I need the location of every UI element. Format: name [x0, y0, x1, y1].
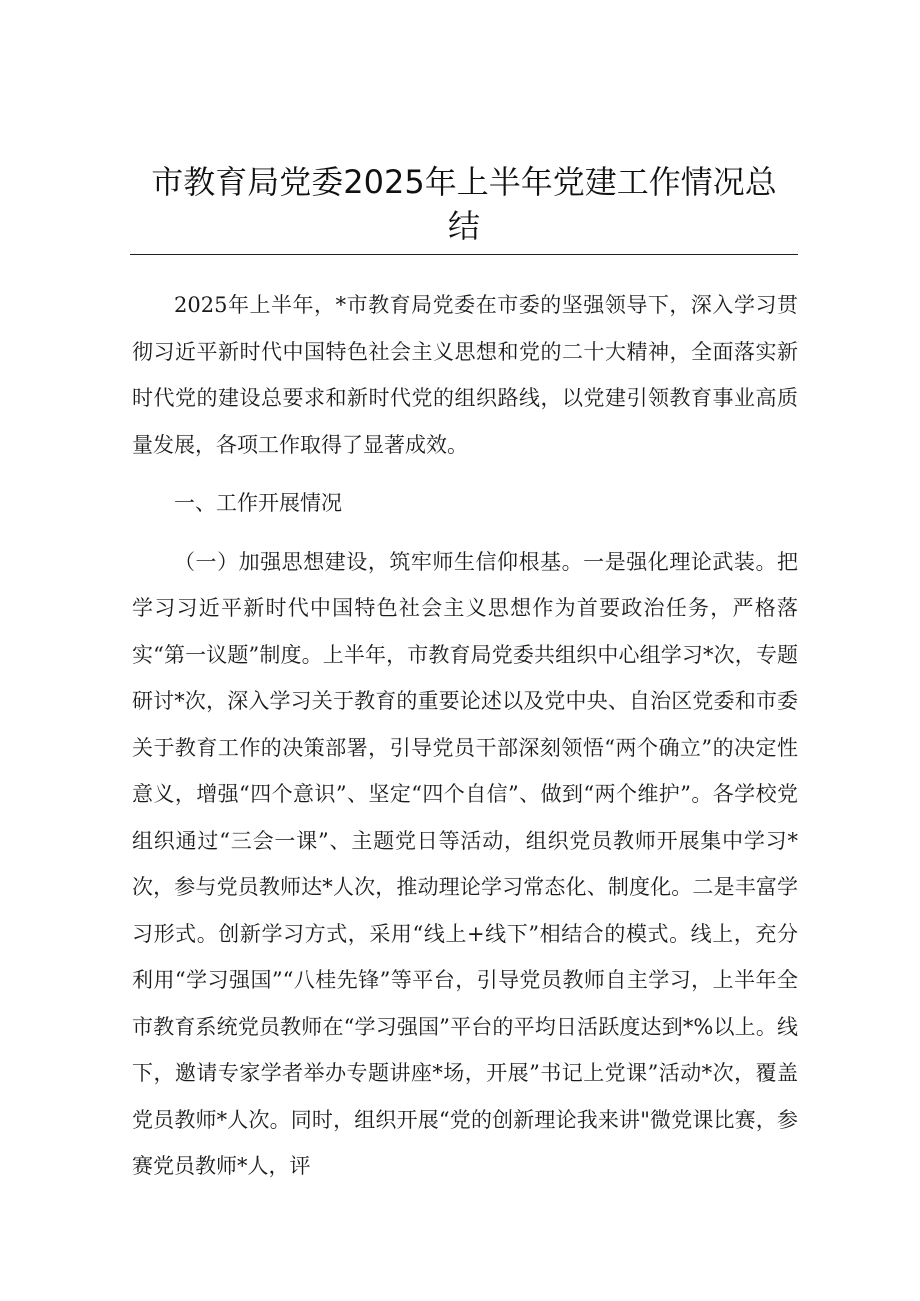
section-heading: 一、工作开展情况 [174, 491, 342, 515]
title-line-1: 市教育局党委2025年上半年党建工作情况总 [151, 163, 777, 201]
title-underline [130, 254, 798, 255]
intro-paragraph: 2025年上半年，*市教育局党委在市委的坚强领导下，深入学习贯彻习近平新时代中国特色社会主义思想和党的二十大精神，全面落实新时代党的建设总要求和新时代党的组织路线，以党建引领教育事业高质量发展，各项工作取得了显著成效。 [132, 293, 798, 457]
title-line-2: 结 [447, 207, 480, 245]
document-title [130, 160, 798, 248]
document-body [132, 282, 798, 1190]
section-paragraph: （一）加强思想建设，筑牢师生信仰根基。一是强化理论武装。把学习习近平新时代中国特色社会主义思想作为首要政治任务，严格落实“第一议题”制度。上半年，市教育局党委共组织中心组学习*次，专题研讨*次，深入学习关于教育的重要论述以及党中央、自治区党委和市委关于教育工作的决策部署，引导党员干部深刻领悟“两个确立”的决定性意义，增强“四个意识”、坚定“四个自信”、做到“两个维护”。各学校党组织通过“三会一课”、主题党日等活动，组织党员教师开展集中学习*次，参与党员教师达*人次，推动理论学习常态化、制度化。二是丰富学习形式。创新学习方式，采用“线上+线下”相结合的模式。线上，充分利用“学习强国”“八桂先锋”等平台，引导党员教师自主学习，上半年全市教育系统党员教师在“学习强国”平台的平均日活跃度达到*%以上。线下，邀请专家学者举办专题讲座*场，开展”书记上党课”活动*次，覆盖党员教师*人次。同时，组织开展“党的创新理论我来讲"微党课比赛，参赛党员教师*人，评 [132, 549, 798, 1178]
